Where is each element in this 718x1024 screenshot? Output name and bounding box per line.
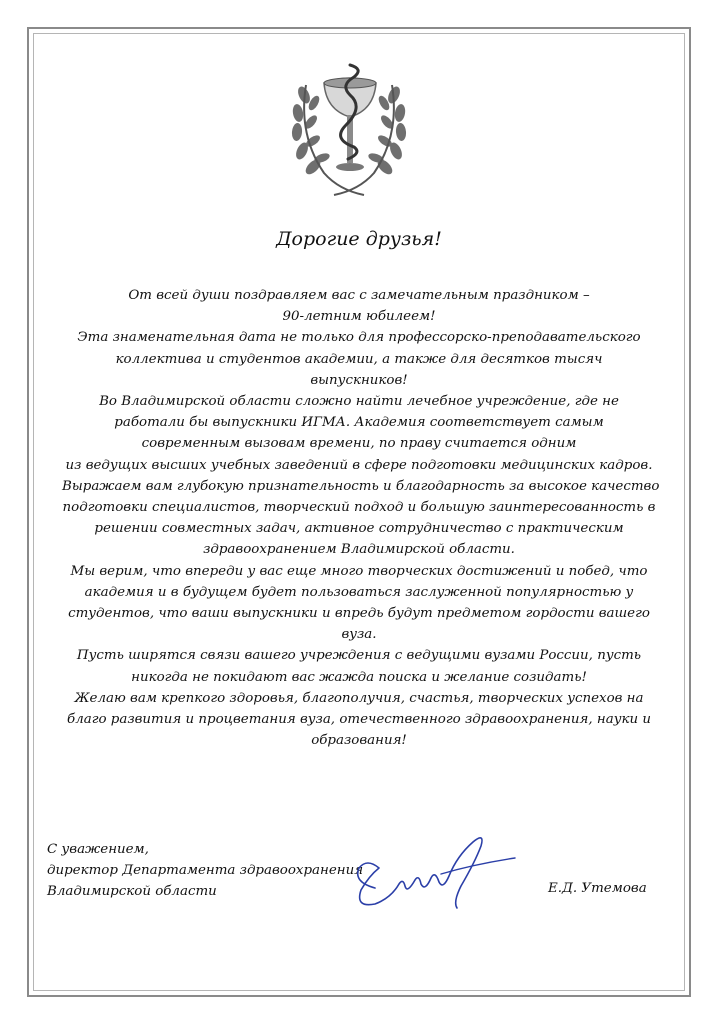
body-line: коллектива и студентов академии, а также для десятков тысяч bbox=[115, 351, 603, 367]
letter-heading: Дорогие друзья! bbox=[276, 228, 442, 250]
body-line: Эта знаменательная дата не только для профессорско-преподавательского bbox=[77, 330, 641, 346]
body-line: студентов, что ваши выпускники и впредь будут предметом гордости вашего bbox=[68, 606, 650, 622]
closing-line: С уважением, bbox=[47, 842, 149, 857]
body-line: вуза. bbox=[341, 627, 377, 643]
body-line: От всей души поздравляем вас с замечательным праздником – bbox=[128, 288, 590, 303]
body-line: образования! bbox=[311, 733, 407, 749]
body-line: выпускников! bbox=[310, 372, 408, 388]
body-line: Выражаем вам глубокую признательность и благодарность за высокое качество bbox=[62, 478, 660, 494]
body-line: благо развития и процветания вуза, отечественного здравоохранения, науки и bbox=[67, 712, 651, 728]
body-line: подготовки специалистов, творческий подход и большую заинтересованность в bbox=[62, 500, 656, 516]
body-line: решении совместных задач, активное сотрудничество с практическим bbox=[94, 521, 624, 537]
body-line: Пусть ширятся связи вашего учреждения с ведущими вузами России, пусть bbox=[76, 648, 642, 664]
body-line: современным вызовам времени, по праву считается одним bbox=[141, 436, 577, 452]
body-line: академия и в будущем будет пользоваться заслуженной популярностью у bbox=[84, 584, 634, 600]
body-line: Желаю вам крепкого здоровья, благополучия, счастья, творческих успехов на bbox=[74, 690, 644, 706]
body-line: из ведущих высших учебных заведений в сфере подготовки медицинских кадров. bbox=[65, 457, 653, 473]
letter-body bbox=[62, 285, 660, 751]
body-line: Во Владимирской области сложно найти лечебное учреждение, где не bbox=[99, 394, 619, 410]
letter-closing bbox=[47, 839, 363, 902]
body-line: 90-летним юбилеем! bbox=[282, 309, 436, 325]
handwritten-signature bbox=[345, 828, 520, 918]
signer-name: Е.Д. Утемова bbox=[548, 881, 647, 896]
closing-line: директор Департамента здравоохранения bbox=[47, 863, 364, 878]
body-line: Мы верим, что впереди у вас еще много творческих достижений и побед, что bbox=[70, 563, 648, 579]
body-line: работали бы выпускники ИГМА. Академия соответствует самым bbox=[114, 415, 604, 431]
bowl-of-hygieia-emblem-icon bbox=[284, 55, 414, 200]
body-line: никогда не покидают вас жажда поиска и желание созидать! bbox=[131, 669, 587, 685]
closing-line: Владимирской области bbox=[47, 884, 217, 899]
body-line: здравоохранением Владимирской области. bbox=[203, 542, 515, 558]
